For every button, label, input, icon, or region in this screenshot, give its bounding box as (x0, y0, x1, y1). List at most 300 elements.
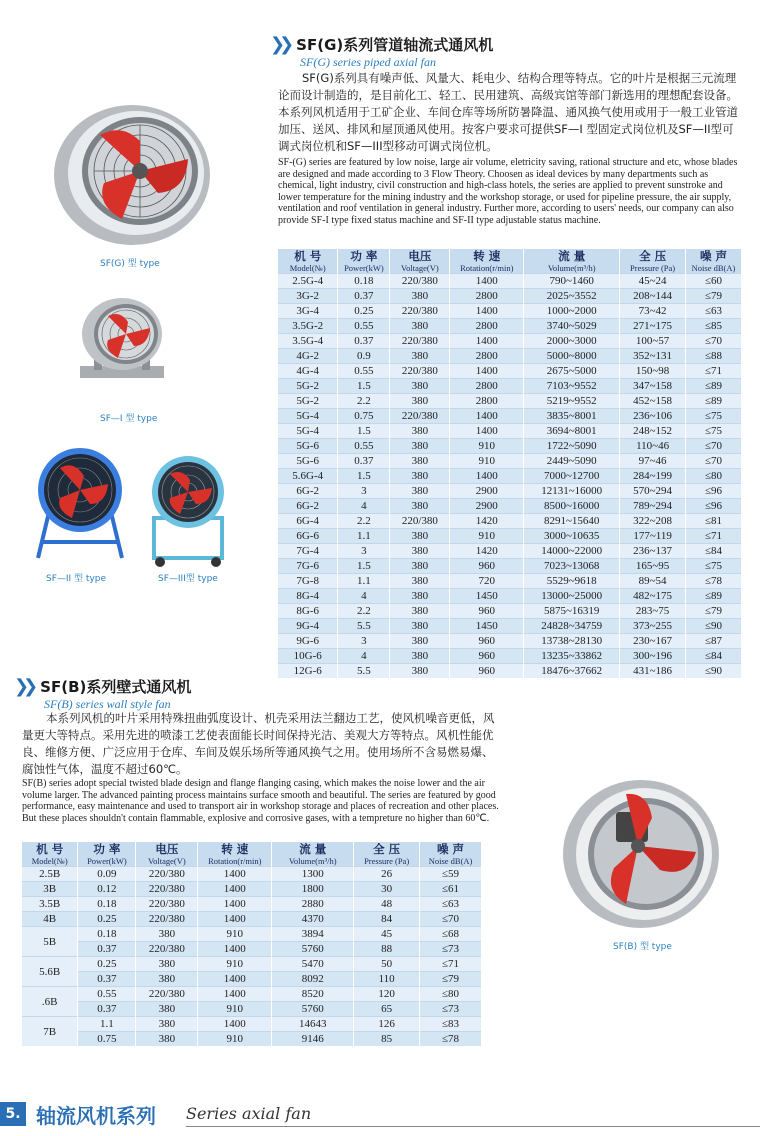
table-cell: 1722~5090 (524, 439, 620, 454)
table-cell: 380 (136, 1032, 198, 1047)
table-cell: 720 (450, 574, 524, 589)
table-row (278, 514, 742, 529)
table-cell: 7000~12700 (524, 469, 620, 484)
table-cell: 380 (390, 289, 450, 304)
table-cell: 0.9 (338, 349, 390, 364)
table-cell: 24828~34759 (524, 619, 620, 634)
table-row (278, 304, 742, 319)
table-cell: 6G-2 (278, 499, 338, 514)
table-cell: 1420 (450, 544, 524, 559)
table-cell: 4G-4 (278, 364, 338, 379)
table-cell: 3 (338, 484, 390, 499)
table-cell: 89~54 (620, 574, 686, 589)
table-cell: 100~57 (620, 334, 686, 349)
table-cell: 0.37 (78, 942, 136, 957)
table-row (278, 334, 742, 349)
table-cell: 2880 (272, 897, 354, 912)
chevron-icon: ❯❯ (270, 34, 289, 55)
table-cell: 6G-4 (278, 514, 338, 529)
table-row (278, 364, 742, 379)
sf1-caption: SF—I 型 type (100, 414, 158, 424)
table-cell: 5G-6 (278, 454, 338, 469)
table-row (278, 664, 742, 679)
table-cell: ≤73 (420, 942, 482, 957)
table-cell: 0.55 (78, 987, 136, 1002)
table-cell: ≤89 (686, 589, 742, 604)
table-cell: ≤89 (686, 379, 742, 394)
table-cell: 13000~25000 (524, 589, 620, 604)
table-cell: ≤87 (686, 634, 742, 649)
table-cell: 0.25 (78, 957, 136, 972)
table-cell: ≤75 (686, 424, 742, 439)
table-cell: 7023~13068 (524, 559, 620, 574)
table-cell: 380 (390, 349, 450, 364)
table-cell: 220/380 (390, 274, 450, 289)
table-cell: 910 (198, 1032, 272, 1047)
sfb-col-noise: 噪 声 Noise dB(A) (420, 842, 482, 867)
table-cell: 220/380 (136, 942, 198, 957)
model-cell: 4B (22, 912, 78, 927)
sf3-caption: SF—III型 type (158, 574, 218, 584)
table-cell: 0.75 (78, 1032, 136, 1047)
table-cell: 380 (390, 619, 450, 634)
table-cell: 5000~8000 (524, 349, 620, 364)
table-cell: 1800 (272, 882, 354, 897)
table-cell: 2900 (450, 484, 524, 499)
table-row (278, 274, 742, 289)
table-cell: 84 (354, 912, 420, 927)
table-cell: 283~75 (620, 604, 686, 619)
table-cell: 13738~28130 (524, 634, 620, 649)
table-cell: ≤81 (686, 514, 742, 529)
model-cell: 3B (22, 882, 78, 897)
table-cell: 3 (338, 634, 390, 649)
table-cell: 7103~9552 (524, 379, 620, 394)
table-row (22, 1017, 482, 1032)
table-cell: ≤90 (686, 664, 742, 679)
table-row (22, 957, 482, 972)
sfg-col-volume: 流 量 Volume(m³/h) (524, 249, 620, 274)
table-cell: 1000~2000 (524, 304, 620, 319)
table-cell: 1.5 (338, 469, 390, 484)
page-number: 5. (0, 1102, 26, 1126)
table-cell: ≤79 (420, 972, 482, 987)
sfg-title-en: SF(G) series piped axial fan (300, 55, 436, 69)
table-cell: 960 (450, 664, 524, 679)
table-cell: ≤68 (420, 927, 482, 942)
table-cell: ≤83 (420, 1017, 482, 1032)
table-cell: 1.5 (338, 424, 390, 439)
table-cell: 85 (354, 1032, 420, 1047)
table-cell: ≤84 (686, 544, 742, 559)
table-cell: 1400 (198, 972, 272, 987)
table-cell: 220/380 (136, 897, 198, 912)
table-cell: 3894 (272, 927, 354, 942)
table-cell: 5.5 (338, 664, 390, 679)
table-cell: ≤61 (420, 882, 482, 897)
table-cell: 5.5 (338, 619, 390, 634)
table-cell: 1.5 (338, 559, 390, 574)
table-row (22, 972, 482, 987)
table-cell: 1400 (198, 1017, 272, 1032)
table-cell: ≤70 (686, 334, 742, 349)
table-cell: 910 (198, 1002, 272, 1017)
table-cell: 431~186 (620, 664, 686, 679)
sfb-title-en: SF(B) series wall style fan (44, 697, 171, 711)
table-cell: 10G-6 (278, 649, 338, 664)
table-row (278, 619, 742, 634)
table-cell: 3000~10635 (524, 529, 620, 544)
table-cell: 3.5G-2 (278, 319, 338, 334)
table-cell: 8291~15640 (524, 514, 620, 529)
table-cell: 1.1 (78, 1017, 136, 1032)
table-cell: 6G-2 (278, 484, 338, 499)
table-row (278, 319, 742, 334)
table-row (278, 634, 742, 649)
table-cell: 4370 (272, 912, 354, 927)
table-cell: 0.09 (78, 867, 136, 882)
table-row (278, 589, 742, 604)
table-cell: 910 (450, 529, 524, 544)
table-cell: 6G-6 (278, 529, 338, 544)
table-cell: 380 (390, 394, 450, 409)
table-cell: 352~131 (620, 349, 686, 364)
table-cell: 1400 (450, 274, 524, 289)
table-cell: 177~119 (620, 529, 686, 544)
table-cell: 2025~3552 (524, 289, 620, 304)
table-cell: 14643 (272, 1017, 354, 1032)
table-cell: 1400 (198, 882, 272, 897)
sfb-heading (14, 676, 191, 712)
sfg-spec-table (278, 249, 742, 678)
table-cell: 380 (390, 499, 450, 514)
table-cell: 380 (390, 379, 450, 394)
table-cell: 347~158 (620, 379, 686, 394)
table-cell: 3835~8001 (524, 409, 620, 424)
table-cell: 482~175 (620, 589, 686, 604)
table-cell: 910 (450, 439, 524, 454)
table-row (278, 604, 742, 619)
table-cell: 5G-2 (278, 379, 338, 394)
table-row (278, 574, 742, 589)
sf3-fan-image (140, 452, 236, 570)
table-cell: 960 (450, 604, 524, 619)
model-cell: .6B (22, 987, 78, 1017)
table-cell: 30 (354, 882, 420, 897)
table-cell: 9G-6 (278, 634, 338, 649)
table-cell: 5470 (272, 957, 354, 972)
table-cell: ≤63 (420, 897, 482, 912)
table-cell: ≤75 (686, 409, 742, 424)
table-row (278, 484, 742, 499)
table-cell: 2675~5000 (524, 364, 620, 379)
table-cell: 322~208 (620, 514, 686, 529)
model-cell: 5B (22, 927, 78, 957)
table-cell: 2449~5090 (524, 454, 620, 469)
table-cell: 0.18 (78, 927, 136, 942)
table-row (22, 987, 482, 1002)
table-cell: 3740~5029 (524, 319, 620, 334)
table-cell: 3694~8001 (524, 424, 620, 439)
table-cell: 284~199 (620, 469, 686, 484)
table-cell: 380 (390, 634, 450, 649)
table-cell: 380 (390, 604, 450, 619)
table-cell: 2000~3000 (524, 334, 620, 349)
page-footer (0, 1096, 760, 1136)
table-cell: 2.2 (338, 514, 390, 529)
table-cell: 910 (198, 927, 272, 942)
table-cell: ≤71 (686, 529, 742, 544)
table-cell: 1450 (450, 589, 524, 604)
table-cell: 1400 (198, 867, 272, 882)
table-cell: 380 (390, 424, 450, 439)
table-cell: 165~95 (620, 559, 686, 574)
sfg-heading (270, 34, 493, 70)
table-cell: ≤96 (686, 484, 742, 499)
table-cell: 97~46 (620, 454, 686, 469)
table-cell: ≤84 (686, 649, 742, 664)
table-row (278, 529, 742, 544)
table-cell: ≤89 (686, 394, 742, 409)
table-cell: 1400 (450, 409, 524, 424)
table-row (22, 897, 482, 912)
table-cell: 220/380 (390, 514, 450, 529)
table-cell: 120 (354, 987, 420, 1002)
sfg-col-rotation: 转 速 Rotation(r/min) (450, 249, 524, 274)
table-cell: 0.37 (338, 289, 390, 304)
sfb-desc-en: SF(B) series adopt special twisted blade design and flange flanging casing, which makes the noise lower and the air volume larger. The advanced painting process maintains surface smooth and beautiful. The series are featured by good performance, easy maintenance and used to transport air in workshop storage and places of recreation and other places. But these places shouldn't contain flammable, explosive and corrosive gases, with a tempreture no higher than 60℃. (22, 778, 499, 824)
table-cell: ≤78 (420, 1032, 482, 1047)
table-cell: 790~1460 (524, 274, 620, 289)
table-cell: 9146 (272, 1032, 354, 1047)
table-cell: 12131~16000 (524, 484, 620, 499)
table-cell: 8500~16000 (524, 499, 620, 514)
table-row (278, 289, 742, 304)
table-cell: 452~158 (620, 394, 686, 409)
table-cell: 0.12 (78, 882, 136, 897)
table-cell: ≤79 (686, 289, 742, 304)
sfg-title-zh: SF(G)系列管道轴流式通风机 (296, 36, 494, 54)
table-cell: 5760 (272, 942, 354, 957)
table-cell: 910 (198, 957, 272, 972)
table-row (278, 469, 742, 484)
table-cell: 380 (390, 319, 450, 334)
table-cell: 380 (390, 664, 450, 679)
sfb-col-voltage: 电压 Voltage(V) (136, 842, 198, 867)
sfg-caption: SF(G) 型 type (100, 259, 160, 269)
sf1-fan-image (72, 294, 172, 394)
table-row (278, 559, 742, 574)
table-cell: 380 (390, 439, 450, 454)
table-cell: 380 (136, 957, 198, 972)
table-cell: 380 (136, 1002, 198, 1017)
table-cell: 0.18 (338, 274, 390, 289)
table-cell: 8G-6 (278, 604, 338, 619)
table-cell: 1400 (450, 334, 524, 349)
table-cell: 0.55 (338, 364, 390, 379)
table-cell: 5G-6 (278, 439, 338, 454)
table-cell: 0.37 (78, 972, 136, 987)
model-cell: 3.5B (22, 897, 78, 912)
table-cell: 380 (390, 469, 450, 484)
table-cell: 248~152 (620, 424, 686, 439)
table-cell: 0.55 (338, 439, 390, 454)
table-cell: 13235~33862 (524, 649, 620, 664)
footer-divider (186, 1126, 760, 1127)
table-cell: ≤90 (686, 619, 742, 634)
table-cell: ≤73 (420, 1002, 482, 1017)
table-cell: 2800 (450, 349, 524, 364)
table-cell: 3.5G-4 (278, 334, 338, 349)
table-row (278, 379, 742, 394)
table-row (22, 1032, 482, 1047)
table-cell: 12G-6 (278, 664, 338, 679)
table-cell: 88 (354, 942, 420, 957)
table-cell: 2.5G-4 (278, 274, 338, 289)
table-row (278, 454, 742, 469)
table-cell: 45~24 (620, 274, 686, 289)
table-cell: ≤60 (686, 274, 742, 289)
sfg-col-noise: 噪 声 Noise dB(A) (686, 249, 742, 274)
table-cell: ≤63 (686, 304, 742, 319)
table-cell: 220/380 (390, 409, 450, 424)
table-cell: 50 (354, 957, 420, 972)
table-cell: 236~106 (620, 409, 686, 424)
model-cell: 2.5B (22, 867, 78, 882)
sfb-col-volume: 流 量 Volume(m³/h) (272, 842, 354, 867)
table-cell: 1.1 (338, 574, 390, 589)
table-cell: 220/380 (136, 987, 198, 1002)
table-cell: 300~196 (620, 649, 686, 664)
table-cell: 7G-4 (278, 544, 338, 559)
table-cell: 65 (354, 1002, 420, 1017)
model-cell: 7B (22, 1017, 78, 1047)
table-cell: 7G-6 (278, 559, 338, 574)
table-cell: 0.18 (78, 897, 136, 912)
table-cell: 910 (450, 454, 524, 469)
table-cell: ≤80 (686, 469, 742, 484)
sfb-col-power: 功 率 Power(kW) (78, 842, 136, 867)
table-cell: ≤85 (686, 319, 742, 334)
sfb-col-model: 机 号 Model(№) (22, 842, 78, 867)
table-cell: 1300 (272, 867, 354, 882)
table-cell: ≤70 (686, 454, 742, 469)
table-cell: 5G-4 (278, 424, 338, 439)
table-cell: 1400 (198, 897, 272, 912)
table-cell: 570~294 (620, 484, 686, 499)
table-cell: 380 (390, 574, 450, 589)
table-cell: 48 (354, 897, 420, 912)
sfb-spec-table (22, 842, 482, 1046)
series-title-en: Series axial fan (186, 1104, 312, 1123)
table-cell: ≤80 (420, 987, 482, 1002)
table-row (22, 867, 482, 882)
table-cell: ≤78 (686, 574, 742, 589)
table-cell: 5G-2 (278, 394, 338, 409)
table-cell: 0.55 (338, 319, 390, 334)
sfb-desc-zh: 本系列风机的叶片采用特殊扭曲弧度设计、机壳采用法兰翻边工艺，使风机噪音更低，风量更大等特点。采用先进的喷漆工艺使表面能长时间保持光洁、美观大方等特点。风机性能优良、维修方便、广泛应用于仓库、车间及娱乐场所等通风换气之用。使用场所不含易燃易爆、腐蚀性气体，温度不超过60℃。 (22, 711, 495, 776)
table-cell: 380 (136, 972, 198, 987)
table-cell: 1400 (198, 987, 272, 1002)
table-cell: 1400 (450, 424, 524, 439)
table-cell: 0.25 (78, 912, 136, 927)
sfb-fan-image (556, 774, 726, 934)
table-row (278, 544, 742, 559)
table-cell: 2800 (450, 394, 524, 409)
table-cell: 3 (338, 544, 390, 559)
table-cell: 380 (136, 1017, 198, 1032)
table-cell: ≤79 (686, 604, 742, 619)
table-cell: 1400 (450, 364, 524, 379)
table-cell: 1400 (450, 304, 524, 319)
table-cell: 3G-2 (278, 289, 338, 304)
table-cell: 960 (450, 559, 524, 574)
table-cell: 110 (354, 972, 420, 987)
table-cell: 110~46 (620, 439, 686, 454)
table-cell: 8520 (272, 987, 354, 1002)
table-cell: 4 (338, 649, 390, 664)
sfg-fan-image (40, 95, 220, 250)
table-cell: 4 (338, 589, 390, 604)
sfb-col-rotation: 转 速 Rotation(r/min) (198, 842, 272, 867)
table-cell: 789~294 (620, 499, 686, 514)
series-title-zh: 轴流风机系列 (36, 1104, 156, 1128)
table-cell: ≤59 (420, 867, 482, 882)
sfb-table-header (22, 842, 482, 867)
table-row (22, 942, 482, 957)
sf2-caption: SF—II 型 type (46, 574, 107, 584)
table-cell: 150~98 (620, 364, 686, 379)
sf2-fan-image (30, 438, 130, 566)
table-cell: 5529~9618 (524, 574, 620, 589)
model-cell: 5.6B (22, 957, 78, 987)
table-cell: 8092 (272, 972, 354, 987)
table-cell: 2900 (450, 499, 524, 514)
table-cell: ≤70 (686, 439, 742, 454)
table-cell: 380 (390, 589, 450, 604)
table-row (278, 649, 742, 664)
table-cell: ≤71 (686, 364, 742, 379)
table-row (22, 912, 482, 927)
sfg-desc-zh: SF(G)系列具有噪声低、风量大、耗电少、结构合理等特点。它的叶片是根据三元流理论而设计制造的，是目前化工、轻工、民用建筑、高级宾馆等部门新选用的理想配套设备。本系列风机适用于工矿企业、车间仓库等场所防暑降温、通风换气使用或用于一般工业管道加压、送风、排风和屋顶通风使用。按客户要求可提供SF—I 型固定式岗位机及SF—II型可调式岗位机和SF—III型移动可调式岗位机。 (278, 71, 738, 153)
table-cell: 380 (136, 927, 198, 942)
table-cell: 220/380 (136, 882, 198, 897)
table-row (22, 1002, 482, 1017)
table-cell: 5760 (272, 1002, 354, 1017)
sfg-col-model: 机 号 Model(№) (278, 249, 338, 274)
table-cell: 373~255 (620, 619, 686, 634)
table-cell: 9G-4 (278, 619, 338, 634)
table-cell: 380 (390, 484, 450, 499)
table-cell: 220/380 (136, 912, 198, 927)
table-cell: 230~167 (620, 634, 686, 649)
table-row (22, 927, 482, 942)
table-cell: 2.2 (338, 604, 390, 619)
table-cell: 220/380 (390, 334, 450, 349)
table-cell: 0.25 (338, 304, 390, 319)
table-cell: 0.37 (338, 334, 390, 349)
table-cell: 5G-4 (278, 409, 338, 424)
table-cell: 271~175 (620, 319, 686, 334)
table-cell: 236~137 (620, 544, 686, 559)
table-cell: 7G-8 (278, 574, 338, 589)
table-cell: 0.37 (338, 454, 390, 469)
table-cell: 1.1 (338, 529, 390, 544)
table-cell: 380 (390, 544, 450, 559)
table-cell: ≤88 (686, 349, 742, 364)
table-cell: 1450 (450, 619, 524, 634)
table-cell: 8G-4 (278, 589, 338, 604)
